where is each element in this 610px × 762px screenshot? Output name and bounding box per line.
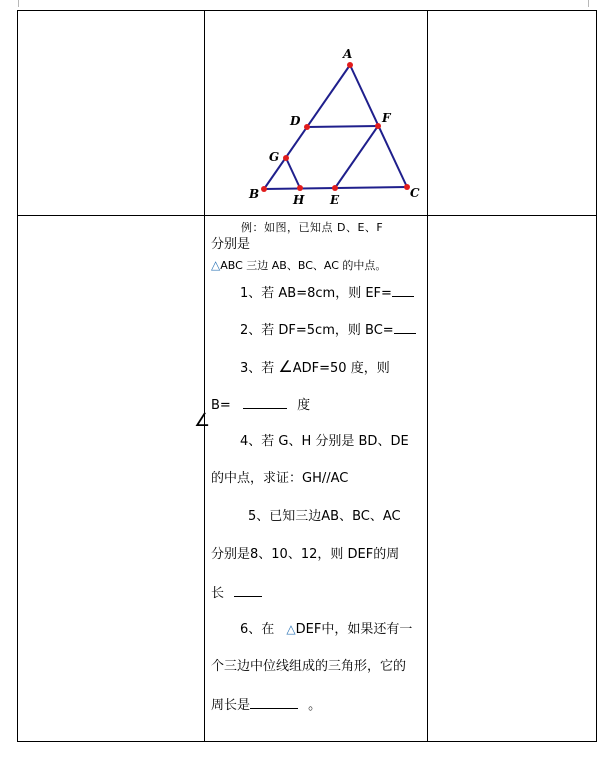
question-1 bbox=[240, 284, 414, 303]
label-a: A bbox=[343, 47, 353, 61]
page-corner-mark-left bbox=[10, 0, 19, 7]
figure-lines bbox=[264, 65, 407, 189]
triangle-icon-2: △ bbox=[286, 622, 296, 636]
stray-angle-symbol: ∠ bbox=[194, 410, 211, 431]
question-5-line-2: 分别是8、10、12，则 DEF的周 bbox=[211, 547, 400, 562]
question-2-text: 2、若 DF=5cm，则 BC= bbox=[240, 323, 394, 338]
question-3-line-2 bbox=[211, 396, 310, 415]
question-6-blank bbox=[250, 696, 298, 709]
question-3 bbox=[240, 358, 390, 378]
question-6-prefix: 6、在 bbox=[240, 622, 275, 637]
question-2 bbox=[240, 321, 416, 340]
question-6-line-3 bbox=[211, 696, 321, 715]
question-5-line-3-text: 长 bbox=[211, 586, 225, 601]
point-a bbox=[347, 62, 353, 68]
table-border-right bbox=[596, 10, 597, 742]
triangle-icon: △ bbox=[211, 258, 221, 272]
question-6-line-1 bbox=[240, 620, 412, 639]
table-border-bottom bbox=[17, 741, 597, 742]
question-3-unit: 度 bbox=[297, 398, 311, 413]
question-5-line-1: 5、已知三边AB、BC、AC bbox=[248, 509, 401, 524]
intro-line-1: 例：如图，已知点 D、E、F bbox=[241, 221, 384, 234]
point-d bbox=[304, 124, 310, 130]
page-corner-mark-right bbox=[588, 0, 597, 7]
point-g bbox=[283, 155, 289, 161]
question-2-blank bbox=[394, 321, 416, 334]
question-6-end: 。 bbox=[308, 698, 322, 713]
question-4-line-1: 4、若 G、H 分别是 BD、DE bbox=[240, 434, 409, 449]
intro-line-3 bbox=[211, 256, 386, 275]
label-h: H bbox=[293, 193, 305, 207]
point-h bbox=[297, 185, 303, 191]
question-3-prefix: 3、若 bbox=[240, 361, 275, 376]
question-6-line-2: 个三边中位线组成的三角形，它的 bbox=[211, 659, 407, 674]
intro-line-3-text: ABC 三边 AB、BC、AC 的中点。 bbox=[220, 259, 387, 272]
segment-df bbox=[307, 126, 378, 127]
label-d: D bbox=[290, 114, 301, 128]
table-row-divider bbox=[17, 215, 597, 216]
table-border-top bbox=[17, 10, 597, 11]
point-f bbox=[375, 123, 381, 129]
label-g: G bbox=[269, 150, 280, 164]
question-5-blank bbox=[234, 584, 262, 597]
question-5-line-3 bbox=[211, 584, 262, 603]
segment-fe bbox=[335, 126, 378, 188]
triangle-diagram bbox=[240, 42, 430, 212]
segment-gh bbox=[286, 158, 300, 188]
angle-icon: ∠ bbox=[278, 357, 293, 376]
question-6-middle: DEF中，如果还有一 bbox=[295, 622, 413, 637]
label-e: E bbox=[330, 193, 340, 207]
label-c: C bbox=[410, 186, 420, 200]
label-f: F bbox=[382, 111, 391, 125]
triangle-figure bbox=[240, 42, 430, 212]
question-3-blank bbox=[243, 396, 287, 409]
point-e bbox=[332, 185, 338, 191]
question-1-blank bbox=[392, 284, 414, 297]
question-1-text: 1、若 AB=8cm，则 EF= bbox=[240, 286, 392, 301]
question-3-middle: ADF=50 度，则 bbox=[292, 361, 390, 376]
table-column-divider-1 bbox=[204, 10, 205, 742]
question-3-line-2-prefix: B= bbox=[211, 398, 231, 413]
question-4-line-2: 的中点，求证：GH//AC bbox=[211, 471, 349, 486]
point-b bbox=[261, 186, 267, 192]
label-b: B bbox=[249, 187, 260, 201]
question-6-line-3-text: 周长是 bbox=[211, 698, 251, 713]
intro-line-2: 分别是 bbox=[211, 237, 251, 252]
table-border-left bbox=[17, 10, 18, 742]
